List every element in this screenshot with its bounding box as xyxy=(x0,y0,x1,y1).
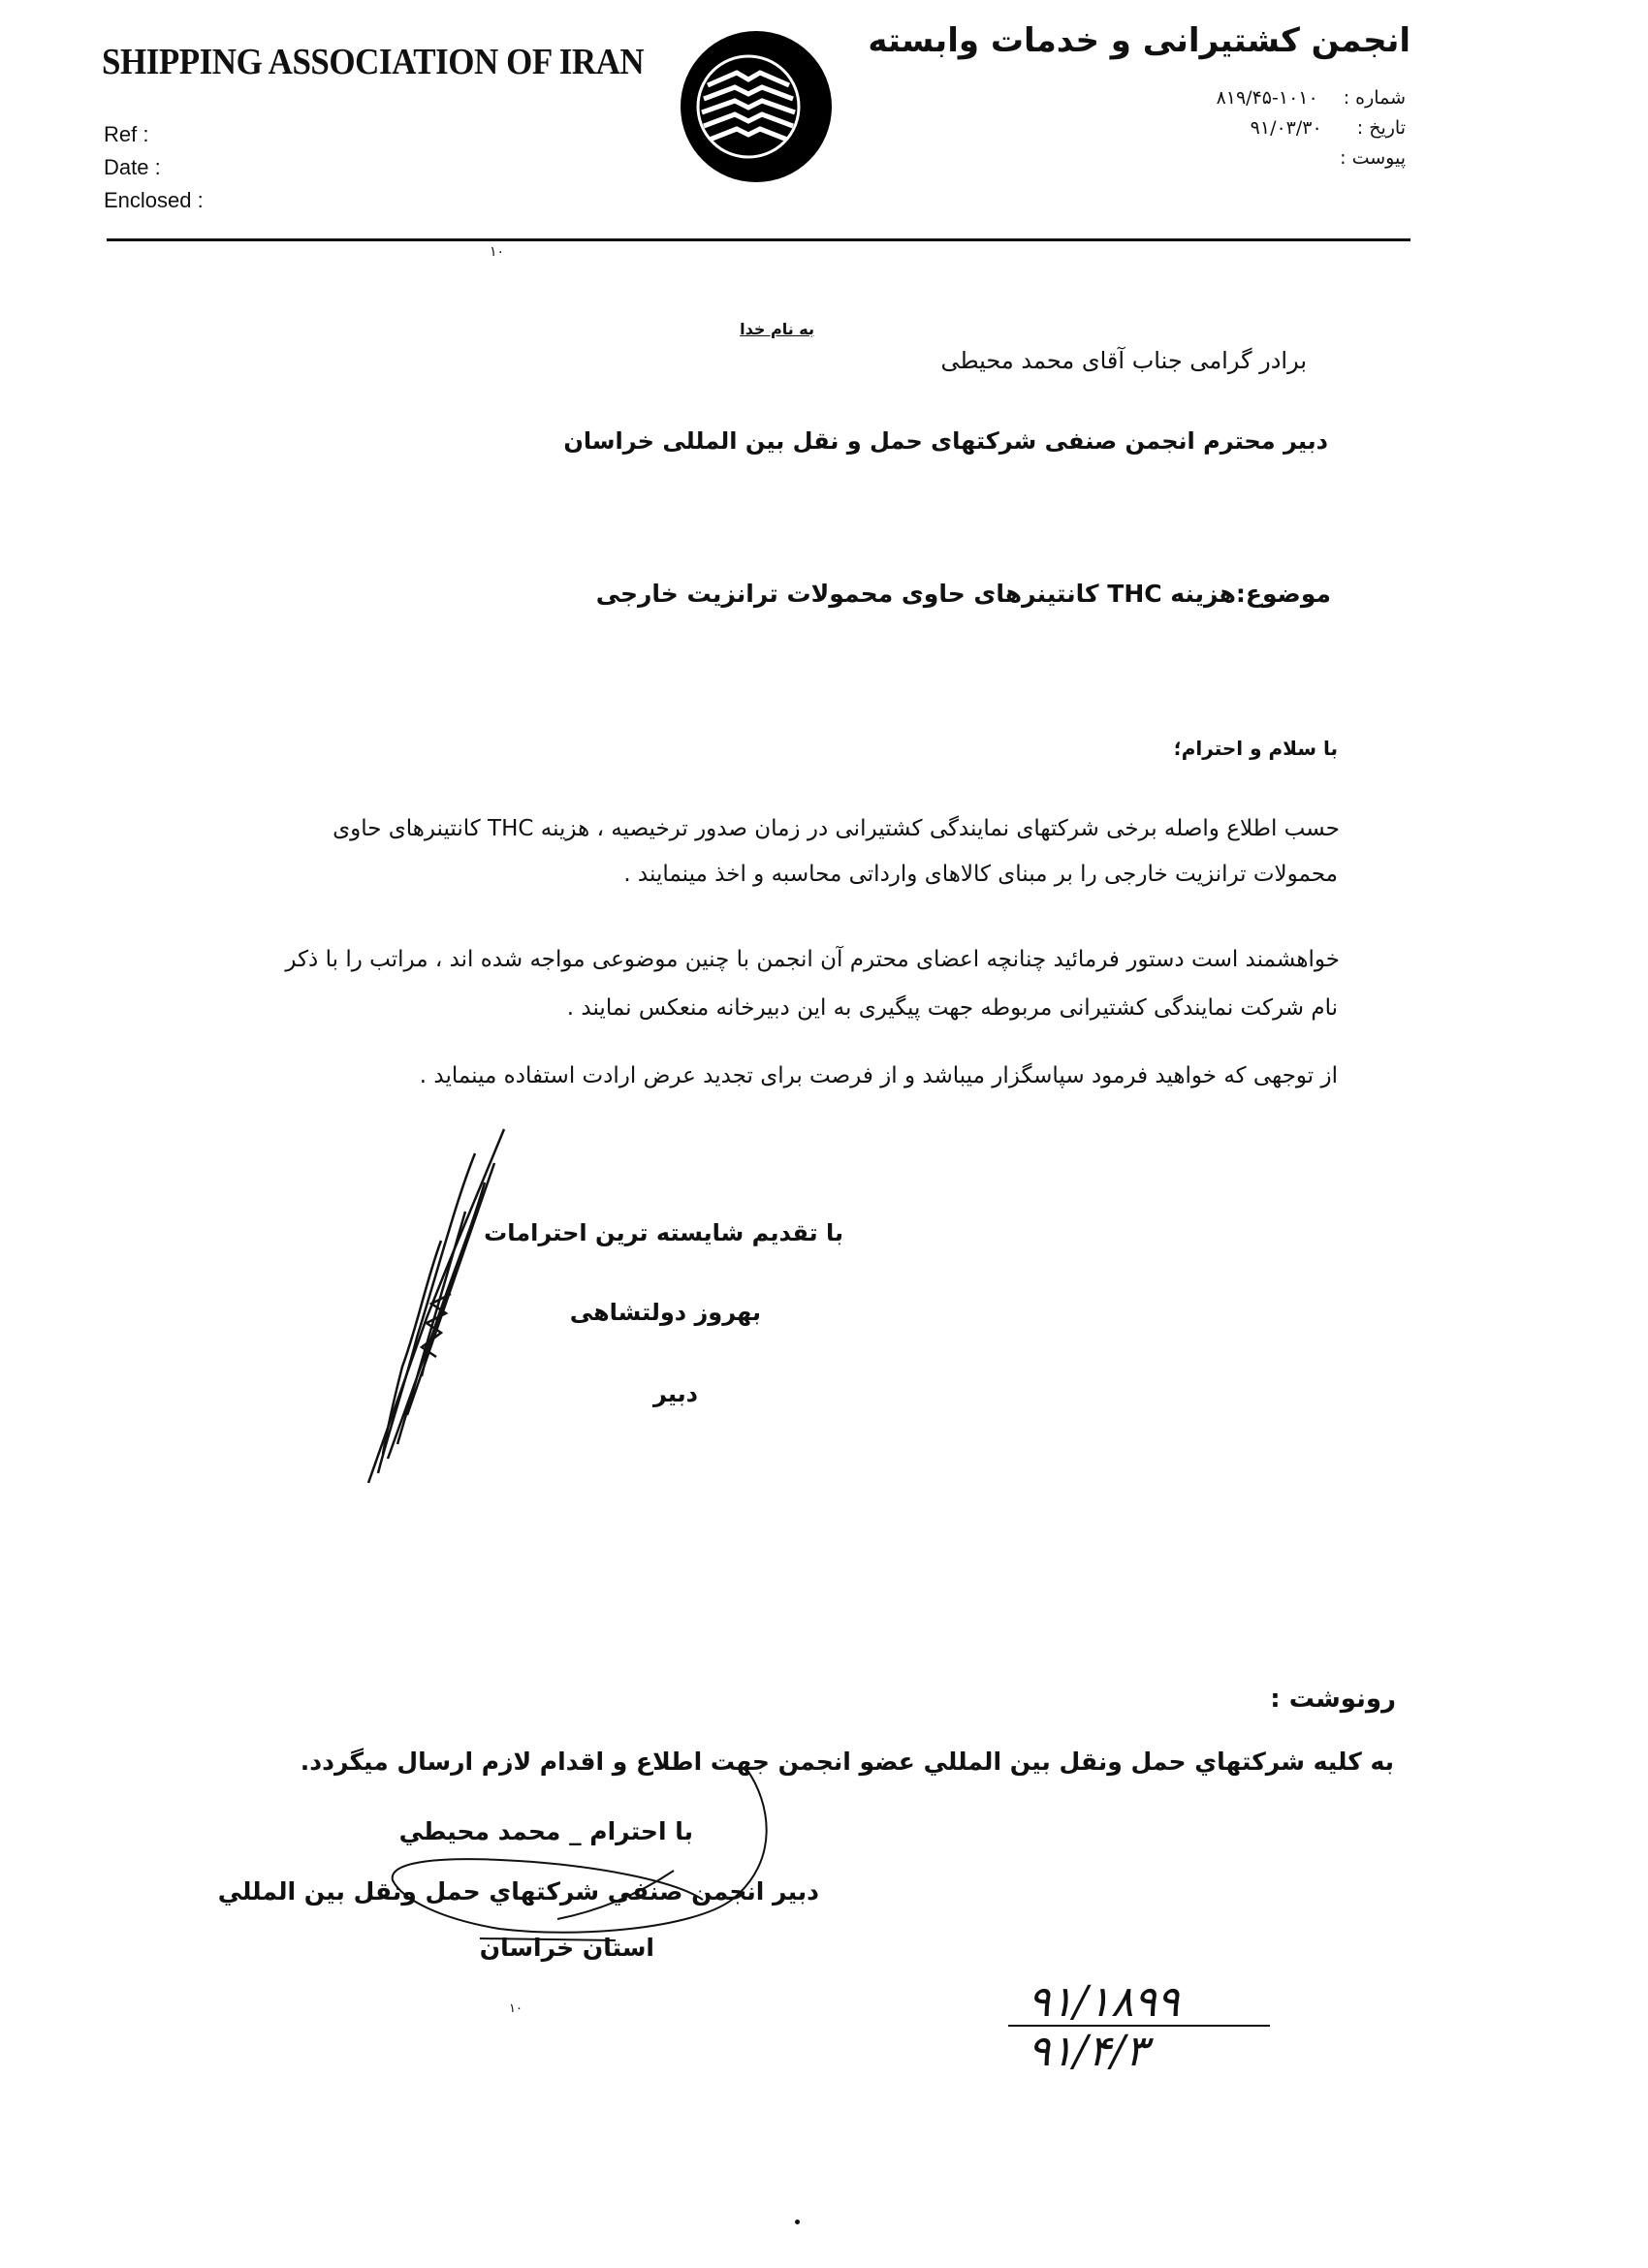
cc-label: رونوشت : xyxy=(1270,1685,1396,1714)
paragraph-line-3: خواهشمند است دستور فرمائید چنانچه اعضای محترم آن انجمن با چنین موضوعی مواجه شده اند ، مراتب را با ذکر xyxy=(285,947,1340,972)
header-rule xyxy=(107,238,1410,241)
greeting: با سلام و احترام؛ xyxy=(1173,737,1338,760)
handwritten-date: ۹۱/۴/۳ xyxy=(1028,2027,1149,2076)
cc-line-3: دبیر انجمن صنفي شرکتهاي حمل ونقل بین المللي xyxy=(217,1877,819,1906)
number-value: ۱۰۱۰-۸۱۹/۴۵ xyxy=(1216,87,1318,109)
enclosed-label-fa: پیوست : xyxy=(1340,147,1406,169)
number-label: شماره : xyxy=(1343,87,1406,109)
org-name-persian: انجمن کشتیرانی و خدمات وابسته xyxy=(868,21,1410,60)
scan-dot: ۱۰ xyxy=(509,2001,523,2016)
paragraph-line-5: از توجهی که خواهید فرمود سپاسگزار میباشد و از فرصت برای تجدید عرض ارادت استفاده مینماید . xyxy=(419,1063,1338,1088)
org-name-english: SHIPPING ASSOCIATION OF IRAN xyxy=(102,42,645,82)
signer-title: دبیر xyxy=(652,1380,698,1407)
subject-line: موضوع:هزینه THC کانتینرهای حاوی محمولات ترانزیت خارجی xyxy=(595,580,1331,608)
ref-label: Ref : xyxy=(104,122,149,146)
enclosed-label: Enclosed : xyxy=(104,188,204,212)
date-row-fa xyxy=(1154,113,1406,143)
handwritten-number: ۹۱/۱۸۹۹ xyxy=(1028,1977,1180,2027)
header-meta-persian xyxy=(1154,83,1406,173)
basmala: به نام خدا xyxy=(740,320,814,338)
signature-scribble xyxy=(349,1124,514,1493)
header-meta-english xyxy=(104,118,204,217)
recipient-line-1: برادر گرامی جناب آقای محمد محیطی xyxy=(940,347,1307,374)
cc-line-2: با احترام _ محمد محیطي xyxy=(398,1817,693,1845)
number-row xyxy=(1154,83,1406,113)
closing-line: با تقدیم شایسته ترین احترامات xyxy=(484,1219,843,1246)
paragraph-line-2: محمولات ترانزیت خارجی را بر مبنای کالاهای وارداتی محاسبه و اخذ مینمایند . xyxy=(623,862,1338,887)
recipient-line-2: دبیر محترم انجمن صنفی شرکتهای حمل و نقل بین المللی خراسان xyxy=(563,427,1328,455)
cc-line-4: استان خراسان xyxy=(479,1934,654,1962)
date-value-fa: ۹۱/۰۳/۳۰ xyxy=(1250,117,1322,139)
date-label-fa: تاریخ : xyxy=(1356,117,1406,139)
cc-line-1: به کلیه شرکتهاي حمل ونقل بین المللي عضو انجمن جهت اطلاع و اقدام لازم ارسال میگردد. xyxy=(300,1748,1394,1776)
signer-name: بهروز دولتشاهی xyxy=(569,1299,761,1326)
paragraph-line-1: حسب اطلاع واصله برخی شرکتهای نمایندگی کشتیرانی در زمان صدور ترخیصیه ، هزینه THC کانتینرهای حاوی xyxy=(333,816,1340,841)
header-mark: ۱۰ xyxy=(490,244,505,260)
cc-signature-scribble xyxy=(383,1764,809,1977)
paragraph-line-4: نام شرکت نمایندگی کشتیرانی مربوطه جهت پیگیری به این دبیرخانه منعکس نمایند . xyxy=(566,995,1338,1021)
scan-dot xyxy=(795,2220,800,2224)
date-label: Date : xyxy=(104,155,161,179)
handwritten-registration xyxy=(1008,1977,1289,2094)
